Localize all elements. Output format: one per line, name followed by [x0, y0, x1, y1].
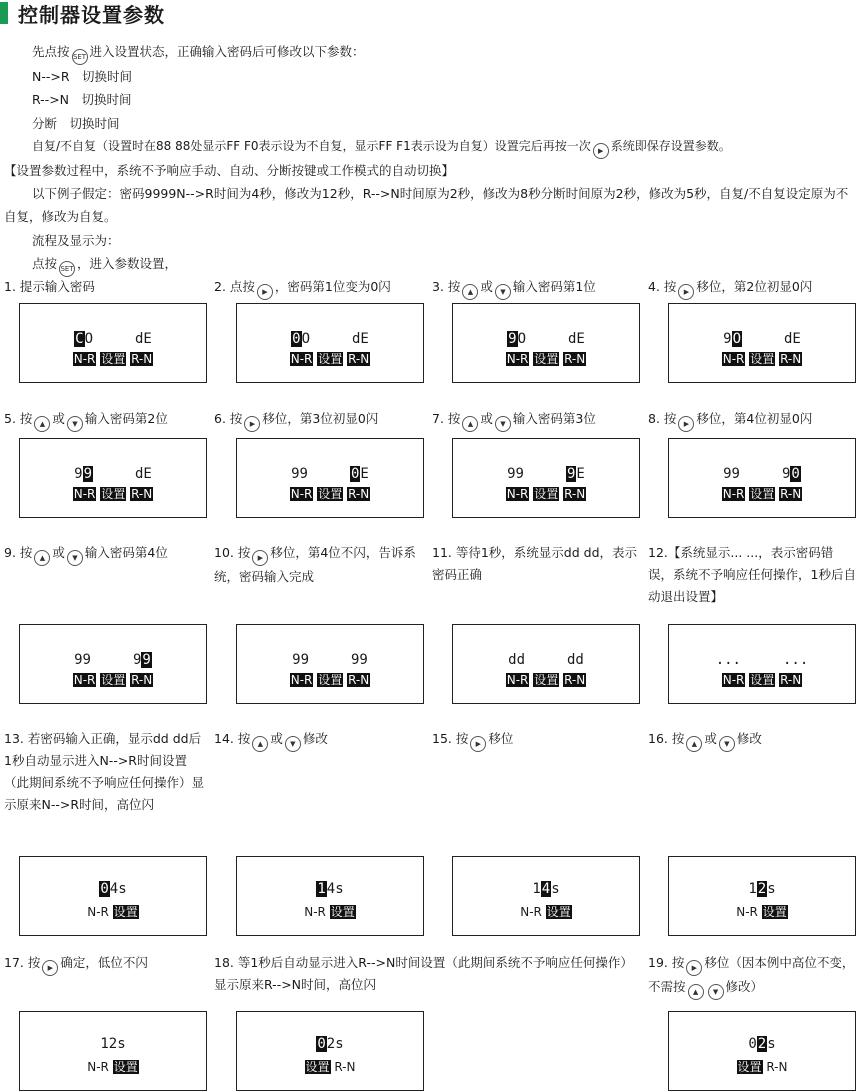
lcd-highlight: 设置: [534, 673, 559, 687]
lcd-highlight: 设置: [318, 487, 343, 501]
lcd-bottom-row: 设置 R-N: [305, 1060, 356, 1074]
lcd-highlight: 0: [317, 1036, 326, 1052]
lcd-bottom-row: [669, 485, 855, 502]
step-caption: 12.【系统显示... ...，表示密码错误，系统不予响应任何操作，1秒后自动退出设置】: [648, 545, 856, 604]
lcd-display: [19, 624, 207, 704]
step-caption: 17. 按 ▶ 确定，低位不闪: [4, 952, 204, 976]
step-caption: 7. 按 ▲ 或 ▼ 输入密码第3位: [432, 408, 642, 432]
lcd-bottom-row: [237, 485, 423, 502]
lcd-bottom-row: N-R 设置: [304, 905, 355, 919]
step-caption: 3. 按 ▲ 或 ▼ 输入密码第1位: [432, 276, 642, 300]
lcd-highlight: 设置: [101, 352, 126, 366]
up-button-icon: ▲: [686, 736, 702, 752]
down-button-icon: ▼: [67, 416, 83, 432]
lcd-highlight: 2: [757, 1036, 767, 1052]
lcd-top-row: 99 99: [74, 652, 151, 668]
lcd-highlight: 设置: [330, 905, 355, 919]
intro-line-3: R-->N 切换时间: [32, 92, 132, 108]
lcd-highlight: 设置: [534, 487, 559, 501]
lcd-bottom-row: N-R 设置: [736, 905, 787, 919]
lcd-highlight: 9: [142, 652, 151, 668]
step-caption: 14. 按 ▲ 或 ▼ 修改: [214, 728, 426, 752]
lcd-highlight: R-N: [564, 352, 586, 366]
lcd-highlight: 设置: [318, 673, 343, 687]
step-caption: 5. 按 ▲ 或 ▼ 输入密码第2位: [4, 408, 204, 432]
lcd-highlight: 设置: [737, 1060, 762, 1074]
lcd-bottom-row: [20, 350, 206, 367]
lcd-display: [19, 438, 207, 518]
lcd-highlight: 9: [83, 466, 92, 482]
right-button-icon: ▶: [678, 284, 694, 300]
lcd-top-row: 14s: [532, 881, 560, 897]
up-button-icon: ▲: [34, 550, 50, 566]
lcd-highlight: 设置: [318, 352, 343, 366]
lcd-highlight: R-N: [780, 673, 802, 687]
lcd-highlight: N-R: [722, 487, 745, 501]
lcd-display: [668, 303, 856, 383]
lcd-highlight: N-R: [73, 352, 96, 366]
lcd-top-row: CO dE: [75, 331, 152, 347]
lcd-highlight: N-R: [722, 352, 745, 366]
up-button-icon: ▲: [252, 736, 268, 752]
lcd-display: [19, 1011, 207, 1091]
lcd-highlight: 设置: [750, 352, 775, 366]
lcd-highlight: 设置: [750, 673, 775, 687]
lcd-highlight: 0: [350, 466, 360, 482]
lcd-highlight: 0: [791, 466, 800, 482]
lcd-bottom-row: [453, 485, 639, 502]
step-caption: 2. 点按 ▶ ，密码第1位变为0闪: [214, 276, 426, 300]
lcd-highlight: 9: [566, 466, 576, 482]
down-button-icon: ▼: [285, 736, 301, 752]
lcd-highlight: 0: [100, 881, 109, 897]
lcd-highlight: N-R: [290, 352, 313, 366]
lcd-highlight: N-R: [722, 673, 745, 687]
page-title: 控制器设置参数: [18, 2, 165, 27]
lcd-display: [236, 624, 424, 704]
lcd-highlight: R-N: [780, 352, 802, 366]
lcd-highlight: N-R: [290, 487, 313, 501]
lcd-highlight: 设置: [762, 905, 787, 919]
lcd-highlight: R-N: [348, 352, 370, 366]
lcd-top-row: 14s: [317, 881, 344, 897]
lcd-highlight: N-R: [73, 487, 96, 501]
step-caption: 6. 按 ▶ 移位，第3位初显0闪: [214, 408, 426, 432]
lcd-highlight: 0: [292, 331, 301, 347]
lcd-highlight: 设置: [113, 905, 138, 919]
down-button-icon: ▼: [495, 416, 511, 432]
lcd-display: [452, 856, 640, 936]
step-caption: 11. 等待1秒，系统显示dd dd，表示密码正确: [432, 545, 638, 582]
lcd-highlight: 设置: [750, 487, 775, 501]
up-button-icon: ▲: [462, 284, 478, 300]
down-button-icon: ▼: [495, 284, 511, 300]
lcd-bottom-row: [669, 671, 855, 688]
lcd-top-row: 12s: [748, 881, 776, 897]
flow-label: 流程及显示为：: [32, 232, 120, 248]
lcd-display: [668, 624, 856, 704]
lcd-bottom-row: 设置 R-N: [737, 1060, 788, 1074]
lcd-bottom-row: N-R 设置: [87, 1060, 138, 1074]
example-text: 以下例子假定：密码9999N-->R时间为4秒，修改为12秒，R-->N时间原为2秒，修改为8秒分断时间原为2秒，修改为5秒，自复/不自复设定原为不自复，修改为自复。: [4, 186, 849, 225]
lcd-highlight: N-R: [290, 673, 313, 687]
down-button-icon: ▼: [67, 550, 83, 566]
lcd-highlight: 设置: [113, 1060, 138, 1074]
lcd-highlight: 1: [317, 881, 326, 897]
lcd-bottom-row: [669, 350, 855, 367]
right-button-icon: ▶: [470, 736, 486, 752]
lcd-highlight: N-R: [506, 487, 529, 501]
set-button-icon: SET: [59, 261, 75, 277]
lcd-display: [19, 856, 207, 936]
lcd-highlight: 设置: [101, 673, 126, 687]
lcd-top-row: 99 99: [292, 652, 368, 668]
lcd-top-row: 9O dE: [723, 331, 801, 347]
lcd-highlight: R-N: [131, 487, 153, 501]
lcd-highlight: 设置: [534, 352, 559, 366]
lcd-highlight: R-N: [780, 487, 802, 501]
step-caption: 9. 按 ▲ 或 ▼ 输入密码第4位: [4, 542, 204, 566]
title-accent-bar: [0, 2, 8, 24]
lcd-display: [236, 856, 424, 936]
lcd-display: [668, 438, 856, 518]
lcd-display: [452, 438, 640, 518]
step-caption: 13. 若密码输入正确，显示dd dd后1秒自动显示进入N-->R时间设置（此期间系统不予响应任何操作）显示原来N-->R时间，高位闪: [4, 731, 205, 812]
down-button-icon: ▼: [708, 984, 724, 1000]
step-caption: 15. 按 ▶ 移位: [432, 728, 642, 752]
notice-text: 【设置参数过程中，系统不予响应手动、自动、分断按键或工作模式的自动切换】: [4, 162, 455, 178]
lcd-highlight: R-N: [131, 673, 153, 687]
lcd-highlight: R-N: [131, 352, 153, 366]
up-button-icon: ▲: [34, 416, 50, 432]
lcd-highlight: N-R: [506, 352, 529, 366]
lcd-bottom-row: [237, 671, 423, 688]
up-button-icon: ▲: [462, 416, 478, 432]
lcd-top-row: 12s: [100, 1036, 126, 1052]
step-caption: 10. 按 ▶ 移位，第4位不闪，告诉系统，密码输入完成: [214, 545, 416, 584]
lcd-highlight: 4: [541, 881, 551, 897]
lcd-display: [236, 1011, 424, 1091]
lcd-highlight: R-N: [564, 487, 586, 501]
lcd-top-row: 0O dE: [292, 331, 369, 347]
lcd-bottom-row: N-R 设置: [520, 905, 571, 919]
step-caption: 19. 按 ▶ 移位（因本例中高位不变，不需按 ▲ ▼ 修改）: [648, 952, 858, 1000]
lcd-top-row: dd dd: [508, 652, 584, 668]
lcd-display: [668, 856, 856, 936]
lcd-top-row: 04s: [100, 881, 127, 897]
intro-line-5: 自复/不自复（设置时在88 88处显示FF F0表示设为不自复，显示FF F1表示设为自复）设置完后再按一次 ▶ 系统即保存设置参数。: [4, 135, 856, 159]
lcd-bottom-row: [237, 350, 423, 367]
lcd-display: [19, 303, 207, 383]
step-caption: 1. 提示输入密码: [4, 279, 95, 294]
right-button-icon: ▶: [593, 143, 609, 159]
up-button-icon: ▲: [688, 984, 704, 1000]
lcd-highlight: 设置: [101, 487, 126, 501]
lcd-highlight: R-N: [348, 673, 370, 687]
right-button-icon: ▶: [252, 550, 268, 566]
right-button-icon: ▶: [42, 960, 58, 976]
lcd-highlight: 2: [757, 881, 767, 897]
intro-line-4: 分断 切换时间: [32, 115, 120, 131]
lcd-bottom-row: N-R 设置: [87, 905, 138, 919]
lcd-highlight: C: [75, 331, 84, 347]
lcd-top-row: 9O dE: [508, 331, 585, 347]
lcd-top-row: 99 9E: [507, 466, 585, 482]
lcd-highlight: 设置: [546, 905, 571, 919]
title-bar: [0, 1, 165, 25]
set-button-icon: SET: [72, 49, 88, 65]
step-caption: 16. 按 ▲ 或 ▼ 修改: [648, 728, 858, 752]
lcd-top-row: 02s: [748, 1036, 776, 1052]
lcd-display: [452, 624, 640, 704]
lcd-display: [236, 438, 424, 518]
lcd-top-row: 99 dE: [74, 466, 152, 482]
lcd-top-row: 99 90: [723, 466, 800, 482]
right-button-icon: ▶: [244, 416, 260, 432]
step-caption: 8. 按 ▶ 移位，第4位初显0闪: [648, 408, 858, 432]
lcd-highlight: R-N: [564, 673, 586, 687]
lcd-display: [236, 303, 424, 383]
lcd-top-row: 99 0E: [291, 466, 369, 482]
lcd-bottom-row: [20, 485, 206, 502]
step-caption: 18. 等1秒后自动显示进入R-->N时间设置（此期间系统不予响应任何操作）显示原来R-->N时间，高位闪: [214, 955, 633, 992]
lcd-highlight: R-N: [348, 487, 370, 501]
lcd-display: [668, 1011, 856, 1091]
step-caption: 4. 按 ▶ 移位，第2位初显0闪: [648, 276, 858, 300]
lcd-bottom-row: [453, 350, 639, 367]
lcd-top-row: ... ...: [715, 652, 809, 668]
flow-start: 点按 SET ，进入参数设置，: [4, 252, 856, 277]
lcd-highlight: 设置: [305, 1060, 330, 1074]
lcd-highlight: N-R: [73, 673, 96, 687]
intro-line-1: 先点按 SET 进入设置状态，正确输入密码后可修改以下参数：: [4, 40, 856, 65]
intro-block: [4, 40, 856, 277]
lcd-highlight: 9: [508, 331, 517, 347]
lcd-top-row: 02s: [317, 1036, 344, 1052]
lcd-bottom-row: [20, 671, 206, 688]
right-button-icon: ▶: [678, 416, 694, 432]
lcd-highlight: O: [732, 331, 741, 347]
lcd-bottom-row: [453, 671, 639, 688]
right-button-icon: ▶: [686, 960, 702, 976]
intro-line-2: N-->R 切换时间: [32, 69, 133, 84]
down-button-icon: ▼: [719, 736, 735, 752]
right-button-icon: ▶: [257, 284, 273, 300]
lcd-highlight: N-R: [506, 673, 529, 687]
lcd-display: [452, 303, 640, 383]
